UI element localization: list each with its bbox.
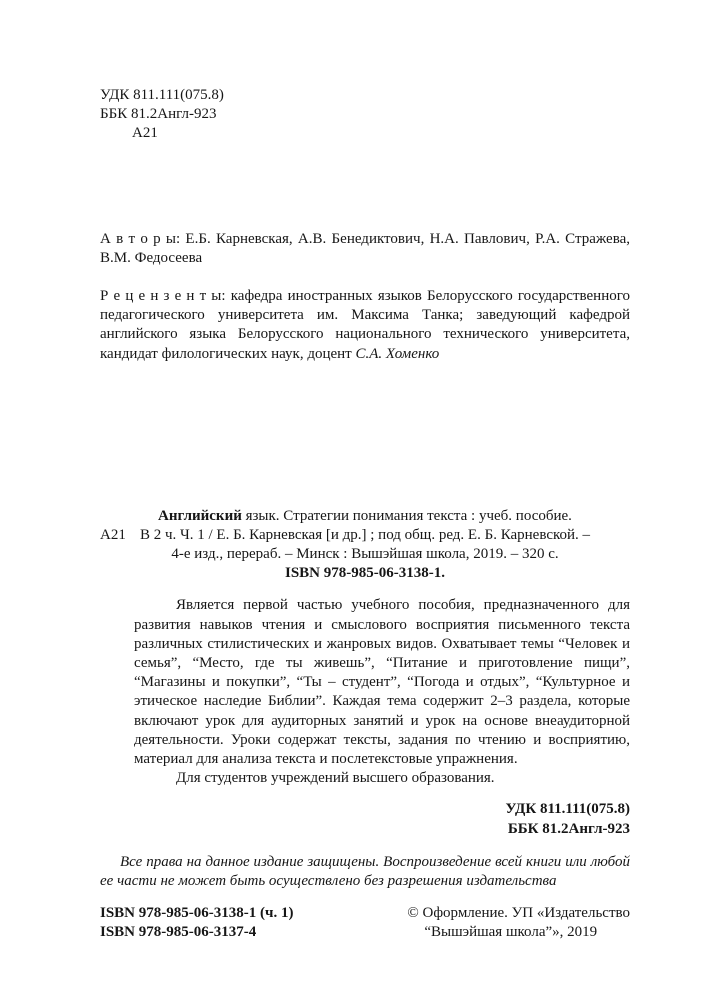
footer-block [100,904,630,942]
author-sign-catalog: А21 [100,526,126,543]
authors-block [100,230,630,268]
catalog-title-rest: язык. Стратегии понимания текста : учеб. пособие. [241,507,572,524]
isbn-full: ISBN 978-985-06-3137-4 [100,924,257,941]
isbn-part: ISBN 978-985-06-3138-1 (ч. 1) [100,905,294,922]
copyright-line1: © Оформление. УП «Издательство [407,905,630,922]
annotation-block [134,596,630,788]
top-classification-block [100,86,630,144]
rights-statement-block [100,853,630,891]
footer-isbn-column [100,904,293,942]
reviewers-block [100,287,630,364]
bbk-bottom: ББК 81.2Англ-923 [507,820,630,837]
bbk-top: ББК 81.2Англ-923 [100,106,217,123]
reviewers-label: Р е ц е н з е н т ы: [100,287,226,304]
catalog-title-bold: Английский [158,507,242,524]
authors-paragraph [100,230,630,268]
annotation-paragraph: Является первой частью учебного пособия, предназначенного для развития навыков чтения и смыслового восприятия письменного текста различных стилистических и жанровых видов. Охватывает темы “Человек и семья”, “Место, где ты живешь”, “Питание и приготовление пищи”, “Магазины и покупки”, “Ты – студент”, “Погода и отдых”, “Культурное и этическое наследие Библии”. Каждая тема содержит 2–3 раздела, которые включают урок для аудиторных занятий и урок на основе внеаудиторной деятельности. Уроки содержат тексты, задания по чтению и восприятию, материал для анализа текста и послетекстовые упражнения. [134,597,630,767]
copyright-line2: “Вышэйшая школа”», 2019 [424,924,598,941]
bottom-classification-block [100,800,630,838]
footer-copyright-column [407,904,630,942]
catalog-line2: В 2 ч. Ч. 1 / Е. Б. Карневская [и др.] ; под общ. ред. Е. Б. Карневской. – [139,526,591,543]
reviewer-name: С.А. Хоменко [355,345,440,362]
udk-top: УДК 811.111(075.8) [100,87,224,103]
catalog-entry-text [100,507,630,584]
catalog-entry-block [100,507,630,584]
catalog-title-line [100,507,630,526]
authors-label: А в т о р ы: [100,230,181,247]
author-sign-top: А21 [132,125,158,142]
catalog-isbn: ISBN 978-985-06-3138-1. [285,565,445,582]
reviewers-paragraph [100,287,630,364]
annotation-audience: Для студентов учреждений высшего образования. [176,770,495,787]
udk-bottom: УДК 811.111(075.8) [505,801,630,818]
authors-names: Е.Б. Карневская, А.В. Бенедиктович, Н.А. Павлович, Р.А. Стражева, В.М. Федосеева [100,230,631,266]
rights-statement: Все права на данное издание защищены. Воспроизведение всей книги или любой ее части не может быть осуществлено без разрешения издательства [100,853,630,889]
catalog-line3: 4-е изд., перераб. – Минск : Вышэйшая школа, 2019. – 320 с. [171,546,559,563]
reviewers-text: кафедра иностранных языков Белорусского государственного педагогического университета им. Максима Танка; заведующий кафедрой английского языка Белорусского национального технического университета, кандидат филологических наук, доцент [100,287,631,362]
